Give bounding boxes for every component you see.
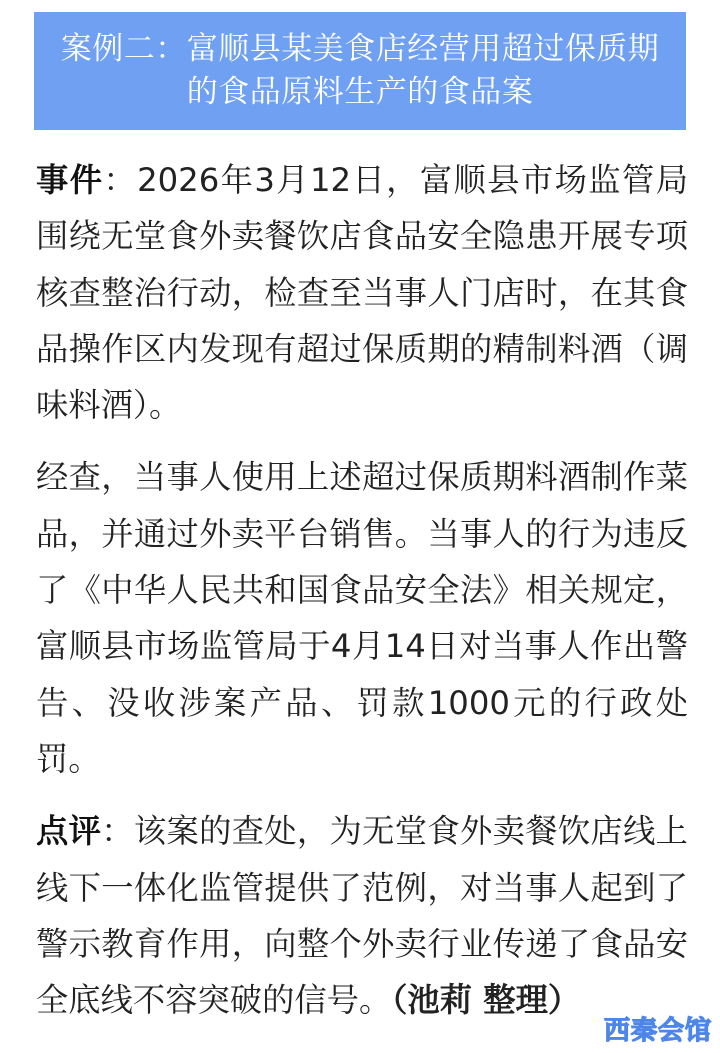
event-label: 事件 — [36, 161, 104, 199]
comment-label: 点评 — [36, 812, 102, 851]
comment-paragraph — [36, 803, 688, 1028]
investigation-text: 经查，当事人使用上述超过保质期料酒制作菜品，并通过外卖平台销售。当事人的行为违反了《中华人民共和国食品安全法》相关规定，富顺县市场监管局于4月14日对当事人作出警告、没收涉案产品、罚款1000元的行政处罚。 — [36, 458, 688, 778]
case-title-line-2: 的食品原料生产的食品案 — [186, 74, 534, 110]
article-body — [36, 152, 688, 1028]
investigation-paragraph — [36, 449, 688, 787]
event-text: ：2026年3月12日，富顺县市场监管局围绕无堂食外卖餐饮店食品安全隐患开展专项核查整治行动，检查至当事人门店时，在其食品操作区内发现有超过保质期的精制料酒（调味料酒）。 — [36, 161, 688, 425]
case-title-line-1: 案例二：富顺县某美食店经营用超过保质期 — [60, 31, 660, 67]
case-title-banner — [34, 12, 686, 130]
event-paragraph — [36, 152, 688, 433]
watermark-logo: 西秦会馆 — [603, 1016, 712, 1046]
comment-text: ：该案的查处，为无堂食外卖餐饮店线上线下一体化监管提供了范例，对当事人起到了警示教育作用，向整个外卖行业传递了食品安全底线不容突破的信号。 — [36, 812, 688, 1020]
author-credit: （池莉 整理） — [391, 981, 581, 1020]
